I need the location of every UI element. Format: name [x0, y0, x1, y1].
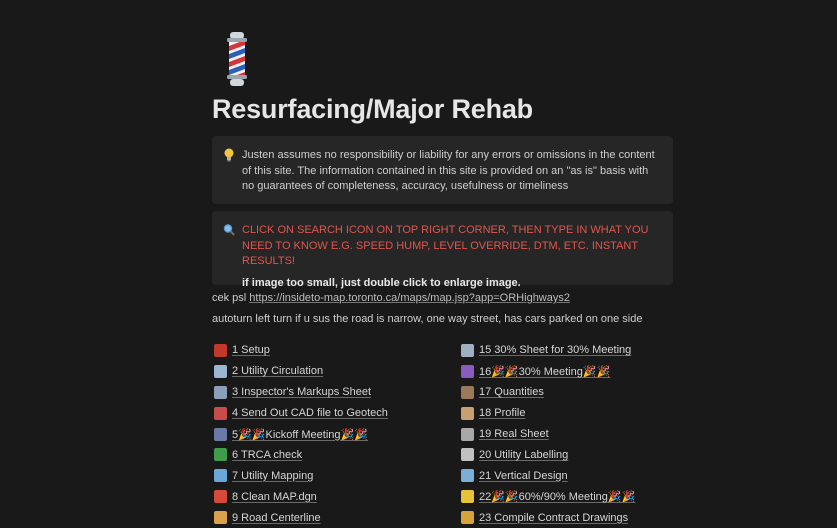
lock-icon: [461, 511, 474, 524]
disclaimer-callout: [212, 136, 673, 204]
search-tip-callout: [212, 211, 673, 289]
alarm-clock-icon: [214, 490, 227, 503]
lightbulb-icon: [223, 148, 235, 162]
ruler-icon: [461, 469, 474, 482]
page-link-label[interactable]: 1 Setup: [232, 344, 270, 357]
hammer-icon: [461, 386, 474, 399]
cek-prefix: cek psl: [212, 292, 250, 304]
envelope-icon: [214, 365, 227, 378]
syringe-icon: [461, 344, 474, 357]
page-link-item[interactable]: [459, 424, 689, 445]
id-card-icon: [214, 386, 227, 399]
pencil-icon: [461, 448, 474, 461]
page-link-item[interactable]: [212, 424, 442, 445]
page-link-label[interactable]: 20 Utility Labelling: [479, 448, 569, 461]
page-link-item[interactable]: [459, 340, 689, 361]
page-link-label[interactable]: 23 Compile Contract Drawings: [479, 511, 629, 524]
page-link-item[interactable]: [459, 403, 689, 424]
page-link-label[interactable]: 7 Utility Mapping: [232, 469, 314, 482]
cek-line: [212, 292, 570, 304]
page-link-label[interactable]: 19 Real Sheet: [479, 428, 549, 440]
magnifier-icon: [223, 223, 235, 237]
page-link-label[interactable]: 5🎉🎉Kickoff Meeting🎉🎉: [232, 428, 368, 441]
page-link-label[interactable]: 17 Quantities: [479, 386, 544, 399]
page-link-item[interactable]: [459, 507, 689, 528]
autoturn-line: autoturn left turn if u sus the road is narrow, one way street, has cars parked on one side: [212, 313, 643, 325]
page-link-label[interactable]: 8 Clean MAP.dgn: [232, 490, 317, 503]
page-link-item[interactable]: [212, 361, 442, 382]
page-link-label[interactable]: 22🎉🎉60%/90% Meeting🎉🎉: [479, 491, 636, 504]
left-page-list: [212, 340, 442, 528]
page-link-item[interactable]: [212, 403, 442, 424]
page-link-item[interactable]: [212, 444, 442, 465]
page-link-label[interactable]: 15 30% Sheet for 30% Meeting: [479, 344, 632, 357]
barber-pole-icon: [222, 32, 252, 86]
clipboard-icon: [461, 407, 474, 420]
page-link-label[interactable]: 3 Inspector's Markups Sheet: [232, 386, 372, 399]
enlarge-note: if image too small, just double click to enlarge image.: [242, 276, 521, 289]
tree-icon: [214, 448, 227, 461]
page-link-item[interactable]: [212, 507, 442, 528]
sandwich-icon: [214, 511, 227, 524]
page-link-item[interactable]: [459, 361, 689, 382]
smiley-icon: [461, 490, 474, 503]
page-link-item[interactable]: [459, 486, 689, 507]
page-link-item[interactable]: [212, 486, 442, 507]
page-link-item[interactable]: [212, 382, 442, 403]
page-link-item[interactable]: [459, 382, 689, 403]
gear-icon: [461, 428, 474, 441]
disclaimer-text: Justen assumes no responsibility or liability for any errors or omissions in the content of this site. The information contained in this site is provided on an "as is" basis with no guarantees of completeness, accuracy, usefulness or timeliness: [242, 149, 655, 192]
search-tip-warning: CLICK ON SEARCH ICON ON TOP RIGHT CORNER, THEN TYPE IN WHAT YOU NEED TO KNOW E.G. SPEED HUMP, LEVEL OVERRIDE, DTM, ETC. INSTANT RESULTS!: [242, 224, 649, 267]
page-title: Resurfacing/Major Rehab: [212, 94, 533, 124]
locker-icon: [214, 344, 227, 357]
laptop-icon: [214, 428, 227, 441]
page-link-label[interactable]: 9 Road Centerline: [232, 511, 321, 524]
right-page-list: [459, 340, 689, 528]
cash-register-icon: [214, 407, 227, 420]
page-link-item[interactable]: [459, 465, 689, 486]
page-link-label[interactable]: 21 Vertical Design: [479, 469, 568, 482]
page-link-label[interactable]: 6 TRCA check: [232, 448, 303, 461]
page-link-item[interactable]: [459, 444, 689, 465]
page-link-item[interactable]: [212, 465, 442, 486]
page-link-item[interactable]: [212, 340, 442, 361]
satellite-icon: [214, 469, 227, 482]
thread-icon: [461, 365, 474, 378]
page-link-label[interactable]: 2 Utility Circulation: [232, 365, 324, 378]
page-link-label[interactable]: 4 Send Out CAD file to Geotech: [232, 407, 388, 420]
page-link-label[interactable]: 18 Profile: [479, 407, 526, 420]
insideto-map-link[interactable]: https://insideto-map.toronto.ca/maps/map.jsp?app=ORHighways2: [249, 292, 570, 304]
page-link-label[interactable]: 16🎉🎉30% Meeting🎉🎉: [479, 365, 611, 378]
